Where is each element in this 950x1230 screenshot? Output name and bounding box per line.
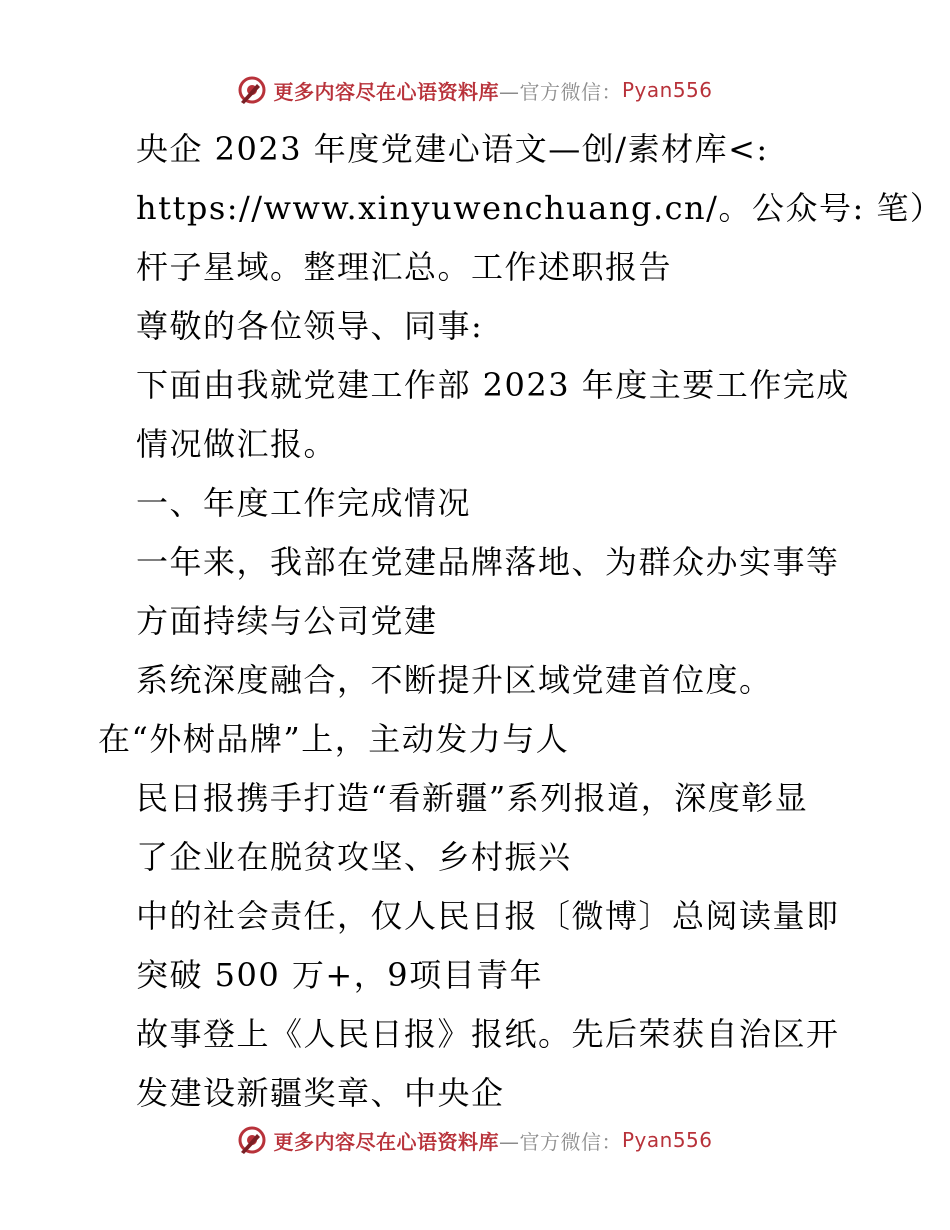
text-line: 了企业在脱贫攻坚、乡村振兴 <box>136 838 572 876</box>
paragraph <box>98 1005 858 1123</box>
paragraph <box>98 474 858 533</box>
text-line: 系统深度融合，不断提升区域党建首位度。 <box>136 661 773 699</box>
text-line: 尊敬的各位领导、同事: <box>136 307 484 345</box>
banner-main-text: 更多内容尽在心语资料库 <box>273 1129 499 1154</box>
text-line: 情况做汇报。 <box>136 425 338 463</box>
header-banner <box>0 70 950 110</box>
text-line: 央企 2023 年度党建心语文—创/素材库<: <box>136 130 769 168</box>
paragraph <box>98 533 858 651</box>
banner-sub-text: —官方微信： <box>498 1129 622 1154</box>
text-line: 下面由我就党建工作部 2023 年度主要工作完成 <box>136 366 850 404</box>
text-line: 中的社会责任，仅人民日报〔微博〕总阅读量即 <box>136 897 840 935</box>
paragraph <box>98 356 858 474</box>
paragraph <box>98 651 858 710</box>
paragraph <box>98 769 858 887</box>
text-line: 杆子星域。整理汇总。工作述职报告 <box>136 248 673 286</box>
text-line: 突破 500 万+，9项目青年 <box>136 956 544 994</box>
text-line: 一、年度工作完成情况 <box>136 484 472 522</box>
paragraph <box>98 887 858 1005</box>
text-line: 一年来，我部在党建品牌落地、为群众办实事等 <box>136 543 840 581</box>
paragraph <box>98 710 858 769</box>
banner-wechat-id: Pyan556 <box>621 78 713 102</box>
document-body <box>98 120 944 1123</box>
text-line: https://www.xinyuwenchuang.cn/。公众号: 笔） <box>136 189 944 227</box>
banner-main-text: 更多内容尽在心语资料库 <box>273 79 499 104</box>
pen-logo-icon <box>237 1125 267 1155</box>
text-line: 方面持续与公司党建 <box>136 602 438 640</box>
text-line: 发建设新疆奖章、中央企 <box>136 1074 505 1112</box>
paragraph <box>98 120 944 297</box>
paragraph <box>98 297 858 356</box>
text-line: 故事登上《人民日报》报纸。先后荣获自治区开 <box>136 1015 840 1053</box>
footer-banner <box>0 1120 950 1160</box>
banner-sub-text: —官方微信： <box>498 79 622 104</box>
text-line: 民日报携手打造“看新疆”系列报道，深度彰显 <box>136 779 809 817</box>
text-line: 在“外树品牌”上，主动发力与人 <box>98 720 570 758</box>
banner-wechat-id: Pyan556 <box>621 1128 713 1152</box>
pen-logo-icon <box>237 75 267 105</box>
